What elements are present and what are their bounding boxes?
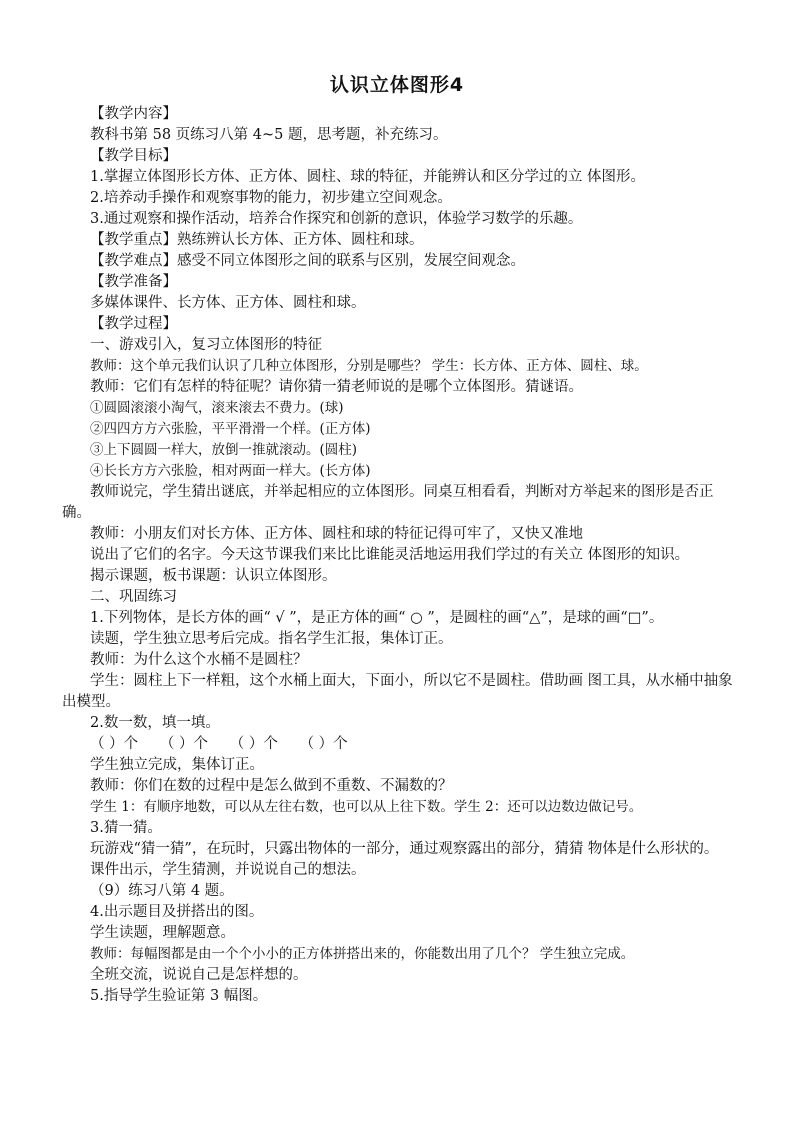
paragraph: 【教学难点】感受不同立体图形之间的联系与区别，发展空间观念。 <box>90 253 525 269</box>
paragraph: 学生：圆柱上下一样粗，这个水桶上面大，下面小，所以它不是圆柱。借助画 图工具，从水桶中抽象出模型。 <box>62 673 733 710</box>
paragraph: 二、巩固练习 <box>90 589 177 605</box>
paragraph: 3.猜一猜。 <box>90 820 162 836</box>
paragraph: 教师：小朋友们对长方体、正方体、圆柱和球的特征记得可牢了，又快又准地 <box>90 526 583 542</box>
paragraph: 教师：你们在数的过程中是怎么做到不重数、不漏数的？ <box>90 778 453 794</box>
paragraph: 【教学过程】 <box>90 316 177 332</box>
paragraph: ②四四方方六张脸，平平滑滑一个样。(正方体) <box>90 421 371 437</box>
paragraph: 一、游戏引入，复习立体图形的特征 <box>90 337 322 353</box>
paragraph: 2.培养动手操作和观察事物的能力，初步建立空间观念。 <box>90 190 452 206</box>
paragraph: 教师：为什么这个水桶不是圆柱？ <box>90 652 308 668</box>
paragraph: 教师：这个单元我们认识了几种立体图形，分别是哪些？ 学生：长方体、正方体、圆柱、球。 <box>90 358 648 374</box>
paragraph: 4.出示题目及拼搭出的图。 <box>90 904 264 920</box>
paragraph: 1.掌握立体图形长方体、正方体、圆柱、球的特征，并能辨认和区分学过的立 体图形。 <box>90 169 645 185</box>
paragraph: 课件出示，学生猜测，并说说自己的想法。 <box>90 862 366 878</box>
paragraph: 学生独立完成，集体订正。 <box>90 757 264 773</box>
paragraph: 3.通过观察和操作活动，培养合作探究和创新的意识，体验学习数学的乐趣。 <box>90 211 583 227</box>
paragraph: 玩游戏“猜一猜”，在玩时，只露出物体的一部分，通过观察露出的部分，猜猜 物体是什么形状的。 <box>90 841 719 857</box>
paragraph: ①圆圆滚滚小淘气，滚来滚去不费力。(球) <box>90 400 344 416</box>
paragraph: ③上下圆圆一样大，放倒一推就滚动。(圆柱) <box>90 442 358 458</box>
paragraph: 读题，学生独立思考后完成。指名学生汇报，集体订正。 <box>90 631 453 647</box>
paragraph: 多媒体课件、长方体、正方体、圆柱和球。 <box>90 295 366 311</box>
paragraph: 教师：每幅图都是由一个个小小的正方体拼搭出来的，你能数出用了几个？ 学生独立完成。 <box>90 946 635 962</box>
paragraph: 教科书第 58 页练习八第 4~5 题，思考题，补充练习。 <box>90 127 448 143</box>
paragraph: （9）练习八第 4 题。 <box>90 883 234 899</box>
paragraph: 教师说完，学生猜出谜底，并举起相应的立体图形。同桌互相看看，判断对方举起来的图形是否正确。 <box>62 484 714 521</box>
paragraph: 学生 1：有顺序地数，可以从左往右数，也可以从上往下数。学生 2：还可以边数边做记号。 <box>90 799 643 815</box>
paragraph: 2.数一数，填一填。 <box>90 715 220 731</box>
paragraph: ④长长方方六张脸，相对两面一样大。(长方体) <box>90 463 371 479</box>
paragraph: 1.下列物体，是长方体的画“ √ ”，是正方体的画“ ○ ”，是圆柱的画“△”，是球的画“□”。 <box>90 610 664 626</box>
paragraph: 【教学重点】熟练辨认长方体、正方体、圆柱和球。 <box>90 232 424 248</box>
document-title: 认识立体图形4 <box>329 74 465 96</box>
paragraph: 【教学目标】 <box>90 148 177 164</box>
paragraph: （ ）个 （ ）个 （ ）个 （ ）个 <box>90 736 348 752</box>
paragraph: 【教学准备】 <box>90 274 177 290</box>
paragraph: 揭示课题，板书课题：认识立体图形。 <box>90 568 337 584</box>
paragraph: 【教学内容】 <box>90 106 177 122</box>
document-body <box>62 104 734 1007</box>
paragraph: 5.指导学生验证第 3 幅图。 <box>90 988 268 1004</box>
paragraph: 说出了它们的名字。今天这节课我们来比比谁能灵活地运用我们学过的有关立 体图形的知识。 <box>90 547 690 563</box>
paragraph: 全班交流，说说自己是怎样想的。 <box>90 967 308 983</box>
paragraph: 教师：它们有怎样的特征呢？请你猜一猜老师说的是哪个立体图形。猜谜语。 <box>90 379 583 395</box>
paragraph: 学生读题，理解题意。 <box>90 925 235 941</box>
